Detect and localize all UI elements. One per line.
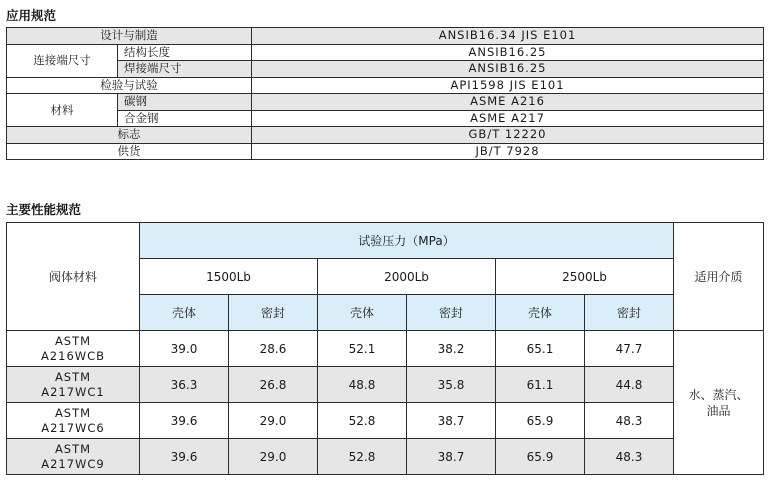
row-label: 检验与试验 (7, 77, 252, 94)
header-class: 2000Lb (318, 259, 496, 295)
table-row (7, 439, 764, 475)
header-class: 2500Lb (496, 259, 674, 295)
row-label: 合金钢 (118, 110, 252, 127)
performance-spec-table (6, 222, 764, 475)
table-row (7, 44, 764, 61)
row-group-label: 材料 (7, 94, 118, 127)
value-cell: 38.2 (407, 331, 496, 367)
table-row (7, 403, 764, 439)
value-cell: 39.6 (140, 439, 229, 475)
material-grade: A217WC9 (41, 456, 105, 471)
material-standard: ASTM (54, 333, 92, 348)
material-grade: A217WC1 (41, 384, 105, 399)
value-cell: 47.7 (585, 331, 674, 367)
header-class: 1500Lb (140, 259, 318, 295)
value-cell: 65.9 (496, 439, 585, 475)
header-test-pressure: 试验压力（MPa） (140, 223, 674, 259)
header-shell: 壳体 (496, 295, 585, 331)
row-label: 供货 (7, 143, 252, 160)
material-grade: A217WC6 (41, 420, 105, 435)
header-seal: 密封 (585, 295, 674, 331)
row-label: 碳钢 (118, 94, 252, 111)
row-value: API1598 JIS E101 (252, 77, 764, 94)
table-row (7, 61, 764, 78)
header-seal: 密封 (229, 295, 318, 331)
header-shell: 壳体 (318, 295, 407, 331)
row-value: ANSIB16.25 (252, 61, 764, 78)
row-value: GB/T 12220 (252, 127, 764, 144)
material-standard: ASTM (54, 369, 92, 384)
table-row (7, 110, 764, 127)
header-material: 阀体材料 (7, 223, 140, 331)
value-cell: 52.8 (318, 403, 407, 439)
table-row (7, 367, 764, 403)
value-cell: 26.8 (229, 367, 318, 403)
value-cell: 38.7 (407, 439, 496, 475)
medium-cell (674, 331, 764, 475)
table-row (7, 331, 764, 367)
row-label: 焊接端尺寸 (118, 61, 252, 78)
value-cell: 48.3 (585, 403, 674, 439)
table-row (7, 127, 764, 144)
material-cell (7, 331, 140, 367)
row-value: ASME A216 (252, 94, 764, 111)
application-spec-table (6, 27, 764, 160)
material-grade: A216WCB (40, 348, 106, 363)
material-cell (7, 367, 140, 403)
value-cell: 36.3 (140, 367, 229, 403)
value-cell: 65.1 (496, 331, 585, 367)
value-cell: 52.8 (318, 439, 407, 475)
value-cell: 61.1 (496, 367, 585, 403)
header-seal: 密封 (407, 295, 496, 331)
value-cell: 39.6 (140, 403, 229, 439)
material-standard: ASTM (54, 405, 92, 420)
table-row (7, 94, 764, 111)
value-cell: 29.0 (229, 403, 318, 439)
row-value: ASME A217 (252, 110, 764, 127)
row-label: 结构长度 (118, 44, 252, 61)
header-medium: 适用介质 (674, 223, 764, 331)
value-cell: 48.3 (585, 439, 674, 475)
section-title-application-specs: 应用规范 (6, 8, 57, 23)
row-value: JB/T 7928 (252, 143, 764, 160)
material-standard: ASTM (54, 441, 92, 456)
row-value: ANSIB16.25 (252, 44, 764, 61)
value-cell: 52.1 (318, 331, 407, 367)
header-shell: 壳体 (140, 295, 229, 331)
value-cell: 28.6 (229, 331, 318, 367)
section-title-performance-specs: 主要性能规范 (6, 202, 82, 217)
value-cell: 65.9 (496, 403, 585, 439)
value-cell: 29.0 (229, 439, 318, 475)
material-cell (7, 439, 140, 475)
value-cell: 44.8 (585, 367, 674, 403)
value-cell: 35.8 (407, 367, 496, 403)
row-value: ANSIB16.34 JIS E101 (252, 28, 764, 45)
medium-text: 水、蒸汽、 (688, 387, 749, 402)
header-row (7, 223, 764, 259)
row-label: 标志 (7, 127, 252, 144)
value-cell: 38.7 (407, 403, 496, 439)
table-row (7, 143, 764, 160)
medium-text: 油品 (706, 403, 731, 418)
table-row (7, 28, 764, 45)
value-cell: 48.8 (318, 367, 407, 403)
row-group-label: 连接端尺寸 (7, 44, 118, 77)
material-cell (7, 403, 140, 439)
table-row (7, 77, 764, 94)
row-label: 设计与制造 (7, 28, 252, 45)
value-cell: 39.0 (140, 331, 229, 367)
